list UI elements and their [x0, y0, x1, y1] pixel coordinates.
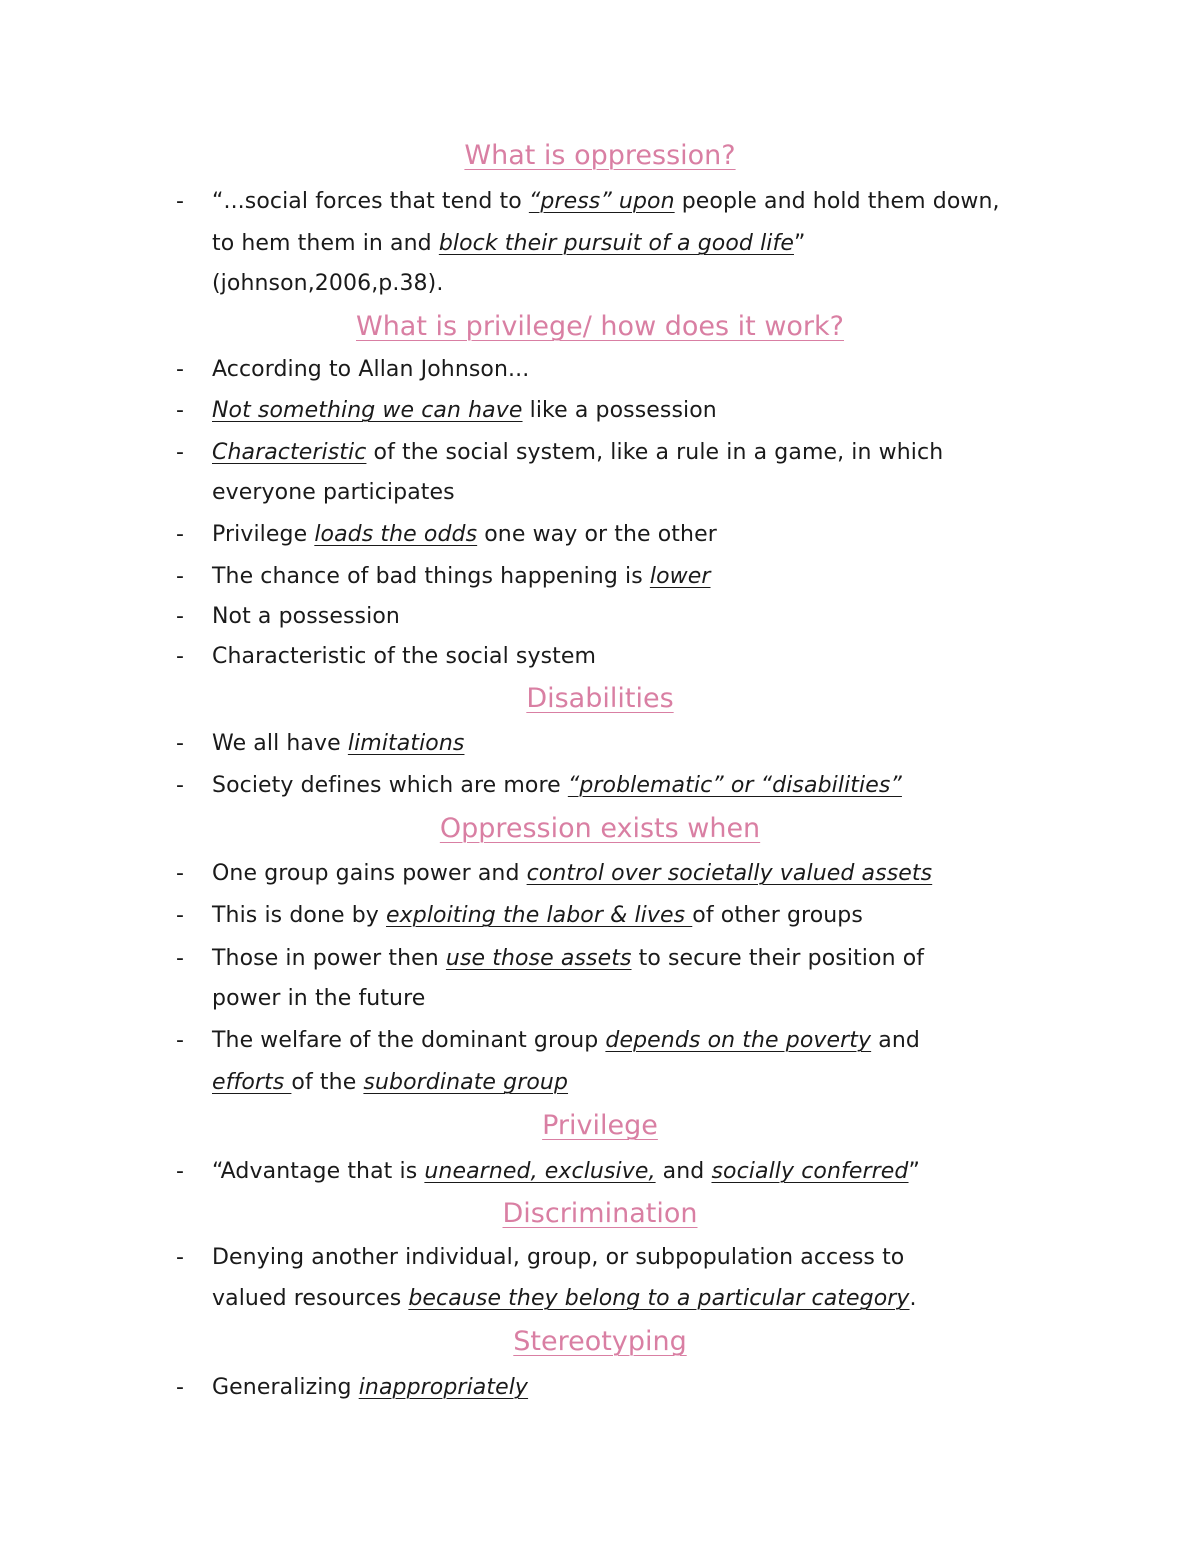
bullet-dash: - — [176, 644, 184, 669]
emphasized-phrase: limitations — [347, 731, 465, 756]
bullet-line — [212, 1285, 917, 1313]
emphasized-phrase: inappropriately — [358, 1375, 529, 1400]
text-run: Those in power then — [212, 946, 446, 971]
text-run: The welfare of the dominant group — [212, 1028, 606, 1053]
section-heading: Discrimination — [502, 1198, 698, 1229]
bullet-line — [212, 397, 717, 425]
bullet-dash: - — [176, 564, 184, 589]
bullet-dash: - — [176, 1245, 184, 1270]
bullet-dash: - — [176, 861, 184, 886]
bullet-dash: - — [176, 440, 184, 465]
bullet-line — [212, 1374, 528, 1402]
bullet-line — [212, 1158, 920, 1186]
text-run: of other groups — [692, 903, 863, 928]
text-run: Denying another individual, group, or subpopulation access to — [212, 1245, 905, 1270]
bullet-line — [212, 945, 924, 973]
bullet-line — [212, 772, 902, 800]
text-run: ” — [908, 1159, 921, 1184]
bullet-line — [212, 603, 400, 631]
bullet-line — [212, 730, 464, 758]
section-heading: What is privilege/ how does it work? — [356, 311, 844, 342]
text-run: valued resources — [212, 1286, 409, 1311]
bullet-line — [212, 1027, 920, 1055]
text-run: like a possession — [522, 398, 717, 423]
section-heading: Stereotyping — [513, 1326, 687, 1357]
emphasized-phrase: socially conferred — [711, 1159, 909, 1184]
text-run: Not a possession — [212, 604, 400, 629]
section-heading: Oppression exists when — [439, 813, 761, 844]
bullet-dash: - — [176, 522, 184, 547]
bullet-line — [212, 188, 1000, 216]
bullet-dash: - — [176, 903, 184, 928]
text-run: and — [871, 1028, 920, 1053]
bullet-line — [212, 356, 529, 384]
bullet-line — [212, 643, 596, 671]
emphasized-phrase: Characteristic — [212, 440, 367, 465]
text-run: Characteristic of the social system — [212, 644, 597, 669]
bullet-dash: - — [176, 731, 184, 756]
emphasized-phrase: subordinate group — [363, 1070, 569, 1095]
text-run: This is done by — [212, 903, 386, 928]
bullet-line — [212, 563, 711, 591]
section-heading: What is oppression? — [464, 140, 736, 171]
text-run: one way or the other — [477, 522, 717, 547]
emphasized-phrase: efforts — [212, 1070, 292, 1095]
bullet-line — [212, 479, 455, 507]
section-heading: Disabilities — [526, 683, 674, 714]
bullet-line — [212, 270, 443, 298]
text-run: (johnson,2006,p.38). — [212, 271, 444, 296]
emphasized-phrase: use those assets — [445, 946, 632, 971]
text-run: The chance of bad things happening is — [212, 564, 650, 589]
text-run: Generalizing — [212, 1375, 359, 1400]
bullet-dash: - — [176, 357, 184, 382]
emphasized-phrase: Not something we can have — [212, 398, 523, 423]
bullet-dash: - — [176, 1159, 184, 1184]
emphasized-phrase: depends on the poverty — [605, 1028, 872, 1053]
text-run: We all have — [212, 731, 348, 756]
text-run: power in the future — [212, 986, 426, 1011]
emphasized-phrase: control over societally valued assets — [526, 861, 933, 886]
emphasized-phrase: exploiting the labor & lives — [386, 903, 693, 928]
emphasized-phrase: because they belong to a particular category — [408, 1286, 910, 1311]
bullet-line — [212, 230, 805, 258]
bullet-dash: - — [176, 1028, 184, 1053]
emphasized-phrase: block their pursuit of a good life — [438, 231, 794, 256]
text-run: One group gains power and — [212, 861, 527, 886]
text-run: of the — [291, 1070, 364, 1095]
bullet-dash: - — [176, 1375, 184, 1400]
text-run: Privilege — [212, 522, 315, 547]
text-run: to hem them in and — [212, 231, 439, 256]
bullet-dash: - — [176, 398, 184, 423]
bullet-line — [212, 902, 863, 930]
text-run: . — [909, 1286, 917, 1311]
bullet-line — [212, 1244, 904, 1272]
bullet-line — [212, 985, 425, 1013]
emphasized-phrase: lower — [649, 564, 711, 589]
text-run: Society defines which are more — [212, 773, 568, 798]
bullet-dash: - — [176, 189, 184, 214]
bullet-line — [212, 521, 717, 549]
text-run: “...social forces that tend to — [212, 189, 529, 214]
text-run: ” — [793, 231, 806, 256]
text-run: of the social system, like a rule in a game, in which — [366, 440, 944, 465]
bullet-line — [212, 1069, 568, 1097]
text-run: According to Allan Johnson... — [212, 357, 530, 382]
emphasized-phrase: unearned, exclusive, — [424, 1159, 656, 1184]
text-run: to secure their position of — [631, 946, 925, 971]
section-heading: Privilege — [542, 1110, 658, 1141]
bullet-dash: - — [176, 604, 184, 629]
bullet-line — [212, 439, 943, 467]
text-run: and — [655, 1159, 712, 1184]
text-run: “Advantage that is — [212, 1159, 425, 1184]
bullet-dash: - — [176, 946, 184, 971]
emphasized-phrase: loads the odds — [314, 522, 478, 547]
emphasized-phrase: “problematic” or “disabilities” — [567, 773, 902, 798]
bullet-dash: - — [176, 773, 184, 798]
text-run: everyone participates — [212, 480, 455, 505]
text-run: people and hold them down, — [674, 189, 1000, 214]
bullet-line — [212, 860, 932, 888]
emphasized-phrase: “press” upon — [528, 189, 675, 214]
